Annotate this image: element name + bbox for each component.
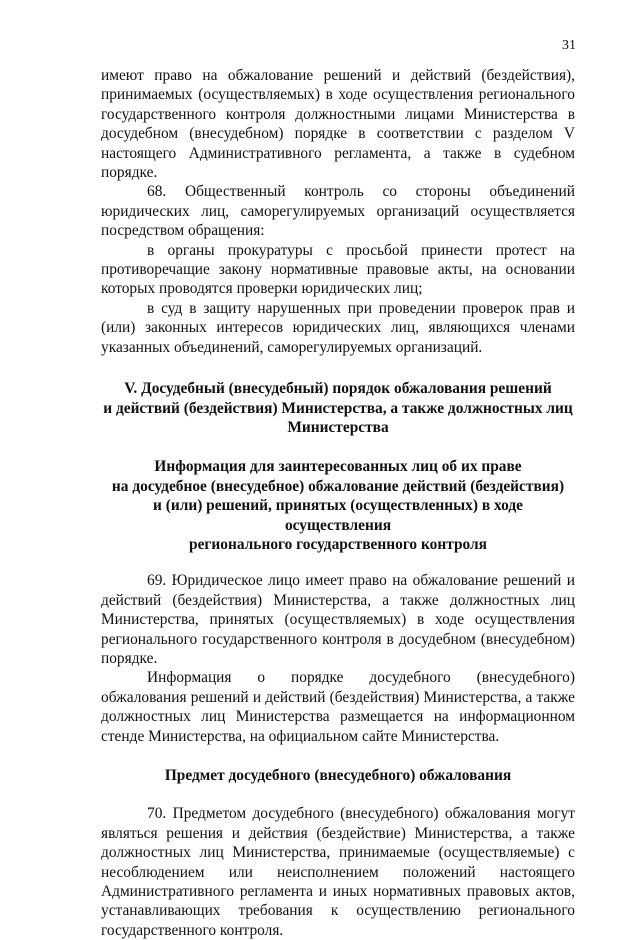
section-v-heading-line-3: Министерства <box>287 418 389 436</box>
page-number: 31 <box>562 38 576 53</box>
item-69-paragraph: 69. Юридическое лицо имеет право на обжалование решений и действий (бездействия) Министерства, а также должностных лиц Министерства, принятых (осуществляемых) в ходе осуществления регионального государственного контроля в досудебном (внесудебном) порядке. <box>101 572 575 667</box>
document-body <box>101 66 575 940</box>
intro-paragraph: имеют право на обжалование решений и действий (бездействия), принимаемых (осуществляемых) в ходе осуществления регионального государственного контроля должностными лицами Министерства в досудебном (внесудебном) порядке в соответствии с разделом V настоящего Административного регламента, а также в судебном порядке. <box>101 67 575 182</box>
info-heading-line-4: регионального государственного контроля <box>189 535 487 553</box>
item-70-paragraph: 70. Предметом досудебного (внесудебного) обжалования могут являться решения и действия (бездействие) Министерства, а также должностных лиц Министерства, принимаемые (осуществляемые) с несоблюдением или неисполнением положений настоящего Административного регламента и иных нормативных правовых актов, устанавливающих требования к осуществлению регионального государственного контроля. <box>101 805 575 939</box>
item-68-bullet-court: в суд в защиту нарушенных при проведении проверок прав и (или) законных интересов юридических лиц, являющихся членами указанных объединений, саморегулируемых организаций. <box>101 299 575 356</box>
info-heading <box>101 457 575 554</box>
item-68-paragraph: 68. Общественный контроль со стороны объединений юридических лиц, саморегулируемых организаций осуществляется посредством обращения: <box>101 183 575 240</box>
item-69-info-paragraph: Информация о порядке досудебного (внесудебного) обжалования решений и действий (бездействия) Министерства, а также должностных лиц Министерства размещается на информационном стенде Министерства, на официальном сайте Министерства. <box>101 669 575 745</box>
info-heading-line-3: и (или) решений, принятых (осуществленных) в ходе осуществления <box>153 497 523 534</box>
info-heading-line-1: Информация для заинтересованных лиц об их праве <box>154 458 522 476</box>
subject-heading-line: Предмет досудебного (внесудебного) обжалования <box>164 767 512 784</box>
section-v-heading-line-2: и действий (бездействия) Министерства, а также должностных лиц <box>103 399 573 417</box>
item-68-bullet-prosecutor: в органы прокуратуры с просьбой принести протест на противоречащие закону нормативные правовые акты, на основании которых проводятся проверки юридических лиц; <box>101 241 575 298</box>
subject-heading <box>101 766 575 785</box>
section-v-heading-line-1: V. Досудебный (внесудебный) порядок обжалования решений <box>124 380 552 398</box>
section-v-heading <box>101 379 575 437</box>
info-heading-line-2: на досудебное (внесудебное) обжалование действий (бездействия) <box>111 477 565 495</box>
